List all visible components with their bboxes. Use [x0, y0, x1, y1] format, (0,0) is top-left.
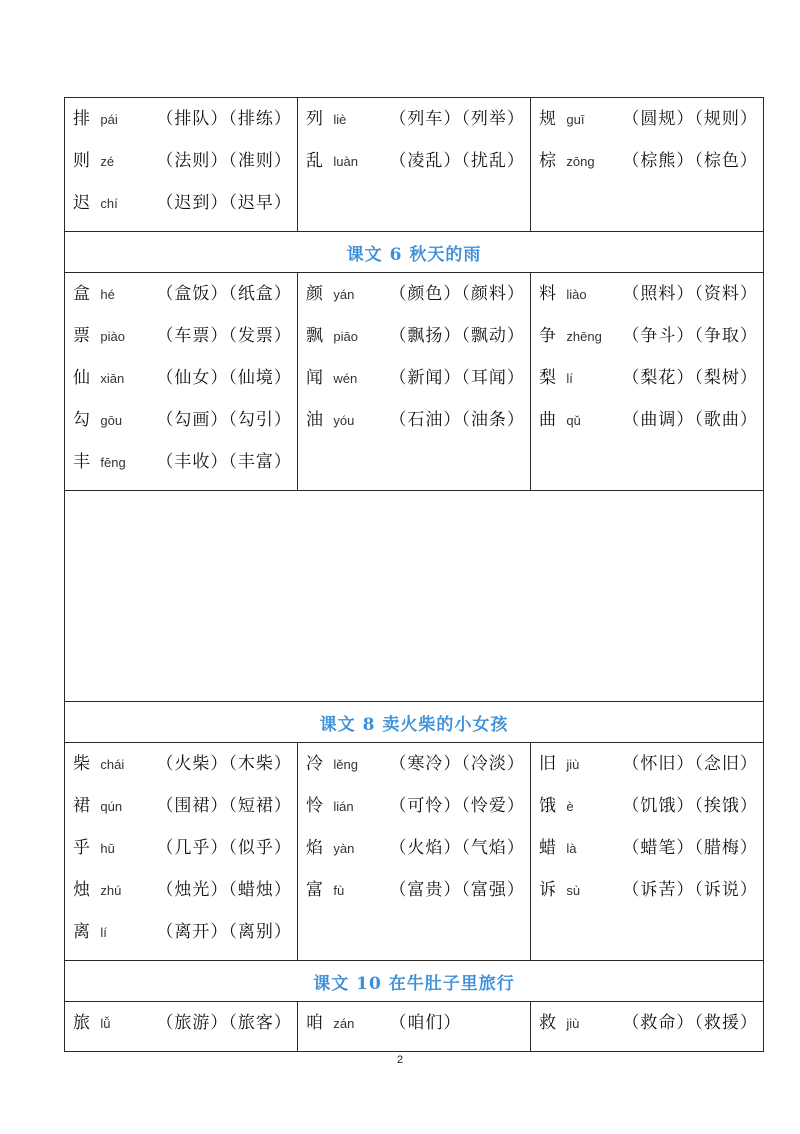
character: 焰 [306, 838, 323, 858]
example-words: （富贵）（富强） [389, 880, 525, 900]
character: 怜 [306, 796, 323, 816]
example-words: （颜色）（颜料） [389, 284, 525, 304]
word-column [298, 98, 531, 232]
word-column [531, 98, 764, 232]
pinyin: là [566, 841, 577, 856]
pinyin: lěng [333, 757, 358, 772]
example-words: （蜡笔）（腊梅） [622, 838, 758, 858]
character: 排 [73, 109, 90, 129]
word-entry [73, 147, 297, 189]
example-words: （旅游）（旅客） [156, 1013, 292, 1033]
example-words: （火柴）（木柴） [156, 754, 292, 774]
character: 争 [539, 326, 556, 346]
word-entry [539, 322, 763, 364]
character: 盒 [73, 284, 90, 304]
pinyin: lǚ [100, 1016, 111, 1031]
character: 柴 [73, 754, 90, 774]
word-entry [539, 1009, 763, 1051]
vocabulary-table [64, 97, 764, 1052]
example-words: （勾画）（勾引） [156, 410, 292, 430]
word-column [298, 743, 531, 961]
character: 诉 [539, 880, 556, 900]
example-words: （围裙）（短裙） [156, 796, 292, 816]
pinyin: hé [100, 287, 115, 302]
word-entry [539, 280, 763, 322]
pinyin: pái [100, 112, 118, 127]
word-column [65, 1002, 298, 1052]
example-words: （几乎）（似乎） [156, 838, 292, 858]
word-entry [306, 876, 530, 918]
character: 咱 [306, 1013, 323, 1033]
example-words: （梨花）（梨树） [622, 368, 758, 388]
word-column [531, 1002, 764, 1052]
example-words: （法则）（准则） [156, 151, 292, 171]
pinyin: piāo [333, 329, 358, 344]
pinyin: guī [566, 112, 585, 127]
word-entry [73, 364, 297, 406]
example-words: （咱们） [389, 1013, 462, 1033]
word-entry [539, 147, 763, 189]
character: 烛 [73, 880, 90, 900]
pinyin: fēng [100, 455, 126, 470]
pinyin: qǔ [566, 413, 581, 428]
pinyin: xiān [100, 371, 125, 386]
lesson-heading-row [65, 702, 764, 743]
character: 离 [73, 922, 90, 942]
example-words: （诉苦）（诉说） [622, 880, 758, 900]
word-entry [539, 834, 763, 876]
example-words: （烛光）（蜡烛） [156, 880, 292, 900]
character: 勾 [73, 410, 90, 430]
word-column [65, 273, 298, 491]
character: 旧 [539, 754, 556, 774]
word-entry [73, 750, 297, 792]
word-entry [306, 364, 530, 406]
pinyin: yóu [333, 413, 355, 428]
pinyin: jiù [566, 1016, 580, 1031]
pinyin: lián [333, 799, 354, 814]
word-entry [73, 876, 297, 918]
word-entry [73, 105, 297, 147]
character: 梨 [539, 368, 556, 388]
example-words: （照料）（资料） [622, 284, 758, 304]
word-entry [306, 322, 530, 364]
pinyin: fù [333, 883, 345, 898]
example-words: （救命）（救援） [622, 1013, 758, 1033]
character: 蜡 [539, 838, 556, 858]
pinyin: lí [566, 371, 573, 386]
pinyin: zhēng [566, 329, 602, 344]
page-number: 2 [396, 1054, 404, 1066]
word-entry [306, 1009, 530, 1051]
character: 料 [539, 284, 556, 304]
character: 闻 [306, 368, 323, 388]
word-row [65, 98, 764, 232]
example-words: （离开）（离别） [156, 922, 292, 942]
example-words: （怀旧）（念旧） [622, 754, 758, 774]
word-column [298, 273, 531, 491]
pinyin: gōu [100, 413, 123, 428]
word-entry [306, 147, 530, 189]
lesson-heading: 课文 6 秋天的雨 [65, 232, 764, 273]
word-entry [539, 792, 763, 834]
pinyin: è [566, 799, 574, 814]
word-column [531, 273, 764, 491]
character: 旅 [73, 1013, 90, 1033]
character: 曲 [539, 410, 556, 430]
word-row [65, 743, 764, 961]
word-entry [73, 322, 297, 364]
word-entry [73, 189, 297, 231]
pinyin: wén [333, 371, 358, 386]
example-words: （可怜）（怜爱） [389, 796, 525, 816]
blank-cell [65, 491, 764, 702]
example-words: （车票）（发票） [156, 326, 292, 346]
pinyin: luàn [333, 154, 358, 169]
character: 迟 [73, 193, 90, 213]
pinyin: piào [100, 329, 125, 344]
character: 规 [539, 109, 556, 129]
character: 饿 [539, 796, 556, 816]
word-entry [306, 792, 530, 834]
example-words: （排队）（排练） [156, 109, 292, 129]
character: 票 [73, 326, 90, 346]
example-words: （盒饭）（纸盒） [156, 284, 292, 304]
character: 则 [73, 151, 90, 171]
pinyin: yàn [333, 841, 355, 856]
example-words: （争斗）（争取） [622, 326, 758, 346]
word-entry [539, 105, 763, 147]
pinyin: liào [566, 287, 587, 302]
character: 冷 [306, 754, 323, 774]
word-entry [73, 448, 297, 490]
lesson-heading: 课文 10 在牛肚子里旅行 [65, 961, 764, 1002]
word-entry [539, 750, 763, 792]
pinyin: yán [333, 287, 355, 302]
example-words: （寒冷）（冷淡） [389, 754, 525, 774]
word-entry [73, 406, 297, 448]
word-column [298, 1002, 531, 1052]
example-words: （飘扬）（飘动） [389, 326, 525, 346]
character: 列 [306, 109, 323, 129]
word-entry [306, 406, 530, 448]
word-row [65, 1002, 764, 1052]
pinyin: jiù [566, 757, 580, 772]
character: 油 [306, 410, 323, 430]
example-words: （迟到）（迟早） [156, 193, 292, 213]
example-words: （新闻）（耳闻） [389, 368, 525, 388]
example-words: （圆规）（规则） [622, 109, 758, 129]
word-entry [306, 834, 530, 876]
example-words: （凌乱）（扰乱） [389, 151, 525, 171]
character: 丰 [73, 452, 90, 472]
word-entry [73, 1009, 297, 1051]
word-column [65, 98, 298, 232]
example-words: （列车）（列举） [389, 109, 525, 129]
pinyin: zōng [566, 154, 595, 169]
pinyin: hū [100, 841, 115, 856]
character: 乱 [306, 151, 323, 171]
character: 裙 [73, 796, 90, 816]
example-words: （曲调）（歌曲） [622, 410, 758, 430]
character: 救 [539, 1013, 556, 1033]
example-words: （丰收）（丰富） [156, 452, 292, 472]
character: 飘 [306, 326, 323, 346]
lesson-heading: 课文 8 卖火柴的小女孩 [65, 702, 764, 743]
word-entry [73, 918, 297, 960]
pinyin: lí [100, 925, 107, 940]
word-entry [539, 406, 763, 448]
example-words: （仙女）（仙境） [156, 368, 292, 388]
character: 棕 [539, 151, 556, 171]
example-words: （饥饿）（挨饿） [622, 796, 758, 816]
word-entry [73, 792, 297, 834]
word-column [531, 743, 764, 961]
character: 乎 [73, 838, 90, 858]
word-entry [306, 105, 530, 147]
word-entry [539, 364, 763, 406]
example-words: （棕熊）（棕色） [622, 151, 758, 171]
character: 仙 [73, 368, 90, 388]
word-entry [306, 750, 530, 792]
word-column [65, 743, 298, 961]
vocabulary-sheet [64, 97, 758, 1052]
character: 颜 [306, 284, 323, 304]
pinyin: zé [100, 154, 115, 169]
pinyin: chái [100, 757, 125, 772]
pinyin: zhú [100, 883, 122, 898]
pinyin: chí [100, 196, 118, 211]
word-entry [73, 280, 297, 322]
example-words: （火焰）（气焰） [389, 838, 525, 858]
pinyin: sù [566, 883, 581, 898]
word-entry [73, 834, 297, 876]
example-words: （石油）（油条） [389, 410, 525, 430]
blank-row [65, 491, 764, 702]
word-entry [306, 280, 530, 322]
pinyin: qún [100, 799, 123, 814]
lesson-heading-row [65, 961, 764, 1002]
character: 富 [306, 880, 323, 900]
word-row [65, 273, 764, 491]
pinyin: zán [333, 1016, 355, 1031]
word-entry [539, 876, 763, 918]
lesson-heading-row [65, 232, 764, 273]
pinyin: liè [333, 112, 347, 127]
